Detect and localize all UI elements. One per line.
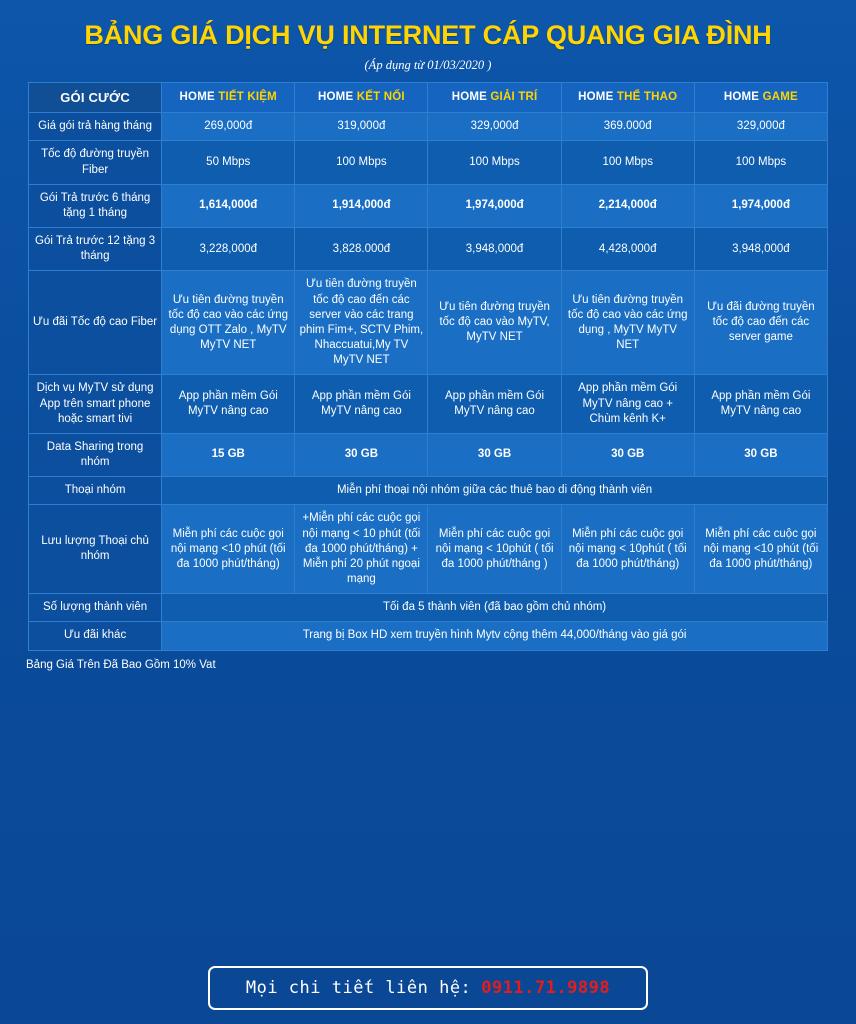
cell: Miễn phí các cuộc gọi nội mạng < 10phút ( tối đa 1000 phút/tháng ) bbox=[428, 505, 561, 594]
vat-note: Bảng Giá Trên Đã Bao Gồm 10% Vat bbox=[26, 658, 216, 671]
cell: 329,000đ bbox=[428, 113, 561, 141]
cell: Ưu tiên đường truyền tốc độ cao vào các ứng dụng , MyTV MyTV NET bbox=[561, 271, 694, 375]
row-label: Số lượng thành viên bbox=[29, 594, 162, 622]
cell: 30 GB bbox=[694, 433, 827, 476]
cell: App phần mềm Gói MyTV nâng cao bbox=[694, 375, 827, 434]
cell: App phần mềm Gói MyTV nâng cao + Chùm kênh K+ bbox=[561, 375, 694, 434]
cell: 15 GB bbox=[162, 433, 295, 476]
cell: 100 Mbps bbox=[295, 141, 428, 184]
cell: 30 GB bbox=[295, 433, 428, 476]
row-label: Ưu đãi Tốc độ cao Fiber bbox=[29, 271, 162, 375]
row-label: Lưu lượng Thoại chủ nhóm bbox=[29, 505, 162, 594]
cell: 3,948,000đ bbox=[694, 228, 827, 271]
cell: Ưu tiên đường truyền tốc độ cao đến các server vào các trang phim Fim+, SCTV Phim, Nhaccuatui,My TV MyTV NET bbox=[295, 271, 428, 375]
cell: 1,974,000đ bbox=[694, 184, 827, 227]
table-row bbox=[29, 433, 828, 476]
column-header-0 bbox=[162, 83, 295, 113]
column-header-3 bbox=[561, 83, 694, 113]
row-label: Data Sharing trong nhóm bbox=[29, 433, 162, 476]
table-row bbox=[29, 184, 828, 227]
page-subtitle: (Áp dụng từ 01/03/2020 ) bbox=[364, 58, 492, 72]
cell: +Miễn phí các cuộc gọi nội mạng < 10 phút (tối đa 1000 phút/tháng) + Miễn phí 20 phút ngoại mạng bbox=[295, 505, 428, 594]
cell: Ưu tiên đường truyền tốc độ cao vào các ứng dụng OTT Zalo , MyTV MyTV NET bbox=[162, 271, 295, 375]
contact-phone[interactable]: 0911.71.9898 bbox=[481, 978, 611, 998]
cell-merged: Trang bị Box HD xem truyền hình Mytv cộng thêm 44,000/tháng vào giá gói bbox=[162, 622, 828, 650]
cell: 3,948,000đ bbox=[428, 228, 561, 271]
column-prefix-0: HOME bbox=[179, 90, 219, 103]
cell: App phần mềm Gói MyTV nâng cao bbox=[428, 375, 561, 434]
table-row bbox=[29, 141, 828, 184]
row-label: Gói Trả trước 6 tháng tặng 1 tháng bbox=[29, 184, 162, 227]
table-row bbox=[29, 271, 828, 375]
cell: 269,000đ bbox=[162, 113, 295, 141]
table-row bbox=[29, 228, 828, 271]
table-header bbox=[29, 83, 828, 113]
row-label: Ưu đãi khác bbox=[29, 622, 162, 650]
column-name-2: GIẢI TRÍ bbox=[490, 90, 538, 103]
page-title: BẢNG GIÁ DỊCH VỤ INTERNET CÁP QUANG GIA ĐÌNH bbox=[84, 20, 772, 50]
header-row bbox=[29, 83, 828, 113]
cell: 100 Mbps bbox=[694, 141, 827, 184]
cell: 4,428,000đ bbox=[561, 228, 694, 271]
table-row bbox=[29, 622, 828, 650]
cell: 1,914,000đ bbox=[295, 184, 428, 227]
column-prefix-3: HOME bbox=[578, 90, 617, 103]
table-row bbox=[29, 505, 828, 594]
cell: Ưu tiên đường truyền tốc độ cao vào MyTV, MyTV NET bbox=[428, 271, 561, 375]
column-prefix-2: HOME bbox=[451, 90, 491, 103]
cell: 100 Mbps bbox=[561, 141, 694, 184]
cell: Miễn phí các cuộc gọi nội mạng < 10phút ( tối đa 1000 phút/tháng) bbox=[561, 505, 694, 594]
cell: 50 Mbps bbox=[162, 141, 295, 184]
table-row bbox=[29, 594, 828, 622]
column-name-3: THỂ THAO bbox=[616, 90, 678, 103]
row-label: Thoại nhóm bbox=[29, 477, 162, 505]
row-label: Gói Trả trước 12 tặng 3 tháng bbox=[29, 228, 162, 271]
column-name-0: TIẾT KIỆM bbox=[218, 90, 277, 103]
contact-box[interactable] bbox=[208, 966, 648, 1010]
column-header-1 bbox=[295, 83, 428, 113]
column-prefix-1: HOME bbox=[318, 90, 357, 103]
pricing-table bbox=[28, 82, 828, 651]
column-prefix-4: HOME bbox=[723, 90, 763, 103]
cell: 30 GB bbox=[428, 433, 561, 476]
table-body bbox=[29, 113, 828, 650]
cell: 319,000đ bbox=[295, 113, 428, 141]
cell: 1,614,000đ bbox=[162, 184, 295, 227]
cell: 369.000đ bbox=[561, 113, 694, 141]
table-row bbox=[29, 113, 828, 141]
cell: App phần mềm Gói MyTV nâng cao bbox=[162, 375, 295, 434]
column-name-4: GAME bbox=[762, 90, 798, 103]
cell: 3,228,000đ bbox=[162, 228, 295, 271]
cell: 329,000đ bbox=[694, 113, 827, 141]
row-label: Giá gói trả hàng tháng bbox=[29, 113, 162, 141]
cell-merged: Tối đa 5 thành viên (đã bao gồm chủ nhóm) bbox=[162, 594, 828, 622]
cell-merged: Miễn phí thoại nội nhóm giữa các thuê bao di động thành viên bbox=[162, 477, 828, 505]
cell: Ưu đãi đường truyền tốc độ cao đến các server game bbox=[694, 271, 827, 375]
contact-label: Mọi chi tiết liên hệ: bbox=[245, 978, 472, 998]
cell: 100 Mbps bbox=[428, 141, 561, 184]
table-row bbox=[29, 477, 828, 505]
column-header-4 bbox=[694, 83, 827, 113]
cell: Miễn phí các cuộc gọi nội mạng <10 phút (tối đa 1000 phút/tháng) bbox=[694, 505, 827, 594]
contact-bar bbox=[0, 966, 856, 1010]
column-header-2 bbox=[428, 83, 561, 113]
column-name-1: KẾT NỐI bbox=[356, 90, 405, 103]
table-row bbox=[29, 375, 828, 434]
header-corner-label: GÓI CƯỚC bbox=[29, 83, 162, 113]
cell: 1,974,000đ bbox=[428, 184, 561, 227]
cell: App phần mềm Gói MyTV nâng cao bbox=[295, 375, 428, 434]
cell: 2,214,000đ bbox=[561, 184, 694, 227]
row-label: Tốc độ đường truyền Fiber bbox=[29, 141, 162, 184]
cell: 30 GB bbox=[561, 433, 694, 476]
cell: 3,828.000đ bbox=[295, 228, 428, 271]
cell: Miễn phí các cuộc gọi nội mạng <10 phút (tối đa 1000 phút/tháng) bbox=[162, 505, 295, 594]
row-label: Dịch vụ MyTV sử dụng App trên smart phone hoặc smart tivi bbox=[29, 375, 162, 434]
